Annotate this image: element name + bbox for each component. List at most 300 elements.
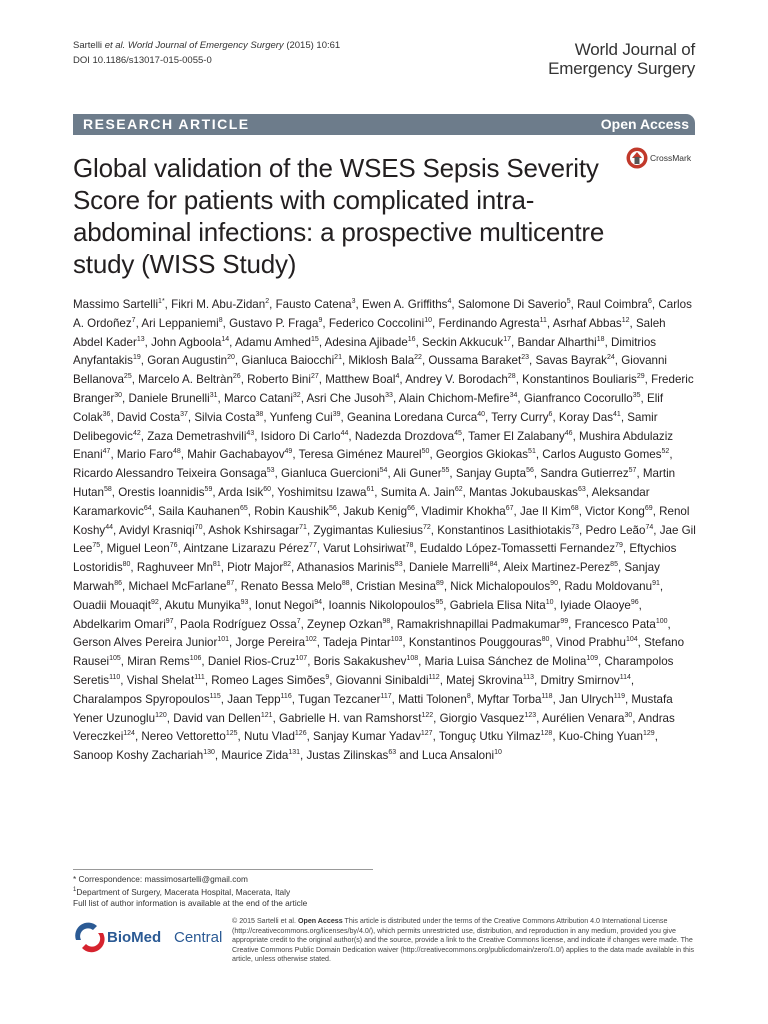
author-name: Alain Chichom-Mefire$^{34}$ [398,391,518,405]
author-name: Asrhaf Abbas$^{12}$ [552,316,630,330]
author-affiliation: 14 [221,335,230,343]
author-affiliation: 106 [189,655,202,663]
author-name: Vladimir Khokha$^{67}$ [421,504,514,518]
author-name: Eudaldo López-Tomassetti Fernandez$^{79}$ [419,542,623,556]
author-affiliation: 10 [424,316,432,324]
author-affiliation: 35 [632,392,641,400]
author-name: Salomone Di Saverio$^5$ [457,298,571,311]
author-affiliation: 105 [109,655,121,663]
license-open-access: Open Access [297,917,343,925]
author-affiliation: 44 [340,429,349,437]
biomed-central-logo [73,920,223,954]
author-affiliation: 73 [571,523,580,531]
author-affiliation: 97 [165,617,174,625]
author-name: Carlos Augusto Gomes$^{52}$ [542,448,670,462]
author-affiliation: 49 [284,448,293,456]
author-affiliation: 24 [606,354,615,362]
author-affiliation: 82 [283,561,292,569]
author-affiliation: 26 [232,373,241,381]
author-name: Geanina Loredana Curca$^{40}$ [346,410,485,424]
author-name: Nadezda Drozdova$^{45}$ [354,429,462,443]
author-name: Renato Bessa Melo$^{88}$ [240,579,350,593]
author-name: Zaza Demetrashvili$^{43}$ [147,429,255,443]
author-affiliation: 122 [421,711,434,719]
author-affiliation: 25 [123,373,132,381]
author-name: Matej Skrovina$^{113}$ [446,673,535,687]
author-affiliation: 45 [454,429,462,437]
author-name: Jakub Kenig$^{66}$ [343,504,415,518]
author-affiliation: 32 [292,392,301,400]
citation-journal: et al. World Journal of Emergency Surgery [104,40,284,51]
author-affiliation: 102 [305,636,317,644]
author-name: Piotr Major$^{82}$ [227,561,292,575]
author-name: Ashok Kshirsagar$^{71}$ [208,523,307,537]
author-name: Nereo Vettoretto$^{125}$ [141,730,238,744]
author-name: Boris Sakakushev$^{108}$ [313,655,419,669]
author-name: David van Dellen$^{121}$ [173,711,273,725]
author-name: Goran Augustin$^{20}$ [147,354,235,368]
author-name: Ioannis Nikolopoulos$^{95}$ [328,598,444,612]
author-name: Mahir Gachabayov$^{49}$ [187,448,293,462]
author-affiliation: 55 [441,467,450,475]
author-affiliation: 66 [407,504,415,512]
author-name: Marcelo A. Beltràn$^{26}$ [138,373,241,387]
author-name: Tadeja Pintar$^{103}$ [323,636,403,650]
author-affiliation: 87 [226,580,235,588]
author-name: Marco Catani$^{32}$ [223,391,301,405]
article-banner [73,114,695,135]
author-name: Dimitrios Anyfantakis$^{19}$ [73,335,657,368]
author-affiliation: 34 [509,392,518,400]
author-name: Vinod Prabhu$^{104}$ [555,636,638,650]
author-name: Ricardo Alessandro Teixeira Gonsaga$^{53}$ [73,467,275,481]
author-name: Sanjay Kumar Yadav$^{127}$ [313,730,433,744]
author-affiliation: 21 [334,354,342,362]
author-affiliation: 72 [422,523,431,531]
author-name: Saila Kauhanen$^{65}$ [158,504,248,518]
author-name: Raul Coimbra$^6$ [577,298,652,311]
license-text: This article is distributed under the terms of the Creative Commons Attribution 4.0 International License (http://creativecommons.org/licenses/by/4.0/), which permits unrestricted use, distribution, and reproduction in any medium, provided you give appropriate credit to the original author(s) and the source, provide a link to the Creative Commons license, and indicate if changes were made. The Creative Commons Public Domain Dedication waiver (http://creativecommons.org/publicdomain/zero/1.0/) applies to the data made available in this article, unless otherwise stated. [232,917,695,964]
author-affiliation: 7 [296,617,301,625]
more-info: Full list of author information is available at the end of the article [73,897,308,908]
author-name: Teresa Giménez Maurel$^{50}$ [298,448,430,462]
author-name: Iyiade Olaoye$^{96}$ [559,598,639,612]
author-affiliation: 83 [394,561,403,569]
author-name: Oussama Baraket$^{23}$ [428,354,529,368]
author-affiliation: 76 [169,542,178,550]
author-name: Mantas Jokubauskas$^{63}$ [469,485,586,499]
author-name: Akutu Munyika$^{93}$ [164,598,249,612]
author-name: Gianfranco Cocorullo$^{35}$ [523,391,641,405]
doi: DOI 10.1186/s13017-015-0055-0 [73,55,212,66]
author-affiliation: 113 [522,674,535,682]
author-name: Matti Tolonen$^8$ [398,692,471,706]
author-affiliation: 111 [194,674,205,682]
author-name: Renol Koshy$^{44}$ [73,504,690,537]
author-affiliation: 99 [560,617,569,625]
author-affiliation: 36 [102,410,111,418]
author-name: Giovanni Sinibaldi$^{112}$ [335,673,440,687]
author-affiliation: 104 [625,636,638,644]
author-name: Jae Gil Lee$^{75}$ [73,523,696,556]
author-name: Jan Ulrych$^{119}$ [559,692,625,706]
author-name: Myftar Torba$^{118}$ [477,692,553,706]
author-affiliation: 46 [564,429,573,437]
author-name: Federico Coccolini$^{10}$ [328,316,432,330]
author-name: Ionut Negoi$^{94}$ [254,598,322,612]
author-affiliation: 5 [566,298,571,306]
author-affiliation: 41 [613,410,621,418]
author-name: Ferdinando Agresta$^{11}$ [438,316,547,330]
article-type: RESEARCH ARTICLE [83,116,250,132]
author-name: Gianluca Baiocchi$^{21}$ [241,354,342,368]
author-affiliation: 86 [114,580,123,588]
author-name: Gerson Alves Pereira Junior$^{101}$ [73,636,230,650]
logo-bio: BioMed [107,929,162,946]
author-name: Fikri M. Abu-Zidan$^2$ [171,298,270,311]
author-affiliation: 44 [105,523,114,531]
affiliation: Department of Surgery, Macerata Hospital, Macerata, Italy [76,886,291,897]
author-name: Silvia Costa$^{38}$ [194,410,264,424]
author-list: Massimo Sartelli$^{1*}$, Fikri M. Abu-Zidan$^2$, Fausto Catena$^3$, Ewen A. Griffiths$^4$, Salomone Di Saverio$^5$, Raul Coimbra$^6$, Carlos A. Ordoñez$^7$, Ari Leppaniemi$^8$, Gustavo P. Fraga$^9$, Federico Coccolini$^{10}$, Ferdinando Agresta$^{11}$, Asrhaf Abbas$^{12}$, Saleh Abdel Kader$^{13}$, John Agboola$^{14}$, Adamu Amhed$^{15}$, Adesina Ajibade$^{16}$, Seckin Akkucuk$^{17}$, Bandar Alharthi$^{18}$, Dimitrios Anyfantakis$^{19}$, Goran Augustin$^{20}$, Gianluca Baiocchi$^{21}$, Miklosh Bala$^{22}$, Oussama Baraket$^{23}$, Savas Bayrak$^{24}$, Giovanni Bellanova$^{25}$, Marcelo A. Beltràn$^{26}$, Roberto Bini$^{27}$, Matthew Boal$^4$, Andrey V. Borodach$^{28}$, Konstantinos Bouliaris$^{29}$, Frederic Branger$^{30}$, Daniele Brunelli$^{31}$, Marco Catani$^{32}$, Asri Che Jusoh$^{33}$, Alain Chichom-Mefire$^{34}$, Gianfranco Cocorullo$^{35}$, Elif Colak$^{36}$, David Costa$^{37}$, Silvia Costa$^{38}$, Yunfeng Cui$^{39}$, Geanina Loredana Curca$^{40}$, Terry Curry$^6$, Koray Das$^{41}$, Samir Delibegovic$^{42}$, Zaza Demetrashvili$^{43}$, Isidoro Di Carlo$^{44}$, Nadezda Drozdova$^{45}$, Tamer El Zalabany$^{46}$, Mushira Abdulaziz Enani$^{47}$, Mario Faro$^{48}$, Mahir Gachabayov$^{49}$, Teresa Giménez Maurel$^{50}$, Georgios Gkiokas$^{51}$, Carlos Augusto Gomes$^{52}$, Ricardo Alessandro Teixeira Gonsaga$^{53}$, Gianluca Guercioni$^{54}$, Ali Guner$^{55}$, Sanjay Gupta$^{56}$, Sandra Gutierrez$^{57}$, Martin Hutan$^{58}$, Orestis Ioannidis$^{59}$, Arda Isik$^{60}$, Yoshimitsu Izawa$^{61}$, Sumita A. Jain$^{62}$, Mantas Jokubauskas$^{63}$, Aleksandar Karamarkovic$^{64}$, Saila Kauhanen$^{65}$, Robin Kaushik$^{56}$, Jakub Kenig$^{66}$, Vladimir Khokha$^{67}$, Jae Il Kim$^{68}$, Victor Kong$^{69}$, Renol Koshy$^{44}$, Avidyl Krasniqi$^{70}$, Ashok Kshirsagar$^{71}$, Zygimantas Kuliesius$^{72}$, Konstantinos Lasithiotakis$^{73}$, Pedro Leão$^{74}$, Jae Gil Lee$^{75}$, Miguel Leon$^{76}$, Aintzane Lizarazu Pérez$^{77}$, Varut Lohsiriwat$^{78}$, Eudaldo López-Tomassetti Fernandez$^{79}$, Eftychios Lostoridis$^{80}$, Raghuveer Mn$^{81}$, Piotr Major$^{82}$, Athanasios Marinis$^{83}$, Daniele Marrelli$^{84}$, Aleix Martinez-Perez$^{85}$, Sanjay Marwah$^{86}$, Michael McFarlane$^{87}$, Renato Bessa Melo$^{88}$, Cristian Mesina$^{89}$, Nick Michalopoulos$^{90}$, Radu Moldovanu$^{91}$, Ouadii Mouaqit$^{92}$, Akutu Munyika$^{93}$, Ionut Negoi$^{94}$, Ioannis Nikolopoulos$^{95}$, Gabriela Elisa Nita$^{10}$, Iyiade Olaoye$^{96}$, Abdelkarim Omari$^{97}$, Paola Rodríguez Ossa$^7$, Zeynep Ozkan$^{98}$, Ramakrishnapillai Padmakumar$^{99}$, Francesco Pata$^{100}$, Gerson Alves Pereira Junior$^{101}$, Jorge Pereira$^{102}$, Tadeja Pintar$^{103}$, Konstantinos Pouggouras$^{80}$, Vinod Prabhu$^{104}$, Stefano Rausei$^{105}$, Miran Rems$^{106}$, Daniel Rios-Cruz$^{107}$, Boris Sakakushev$^{108}$, Maria Luisa Sánchez de Molina$^{109}$, Charampolos Seretis$^{110}$, Vishal Shelat$^{111}$, Romeo Lages Simões$^9$, Giovanni Sinibaldi$^{112}$, Matej Skrovina$^{113}$, Dmitry Smirnov$^{114}$, Charalampos Spyropoulos$^{115}$, Jaan Tepp$^{116}$, Tugan Tezcaner$^{117}$, Matti Tolonen$^8$, Myftar Torba$^{118}$, Jan Ulrych$^{119}$, Mustafa Yener Uzunoglu$^{120}$, David van Dellen$^{121}$, Gabrielle H. van Ramshorst$^{122}$, Giorgio Vasquez$^{123}$, Aurélien Venara$^{30}$, Andras Vereczkei$^{124}$, Nereo Vettoretto$^{125}$, Nutu Vlad$^{126}$, Sanjay Kumar Yadav$^{127}$, Tonguç Utku Yilmaz$^{128}$, Kuo-Ching Yuan$^{129}$, Sanoop Koshy Zachariah$^{130}$, Maurice Zida$^{131}$, Justas Zilinskas$^{63}$ and Luca Ansaloni$^{10}$ [73,298,696,763]
author-affiliation: 126 [294,730,307,738]
author-affiliation: 120 [155,711,167,719]
author-affiliation: 65 [240,504,248,512]
author-name: Avidyl Krasniqi$^{70}$ [118,523,203,537]
author-affiliation: 52 [661,448,670,456]
author-name: Terry Curry$^6$ [491,410,553,424]
author-affiliation: 130 [203,749,215,757]
author-affiliation: 93 [240,598,249,606]
author-name: Konstantinos Bouliaris$^{29}$ [522,373,645,387]
author-affiliation: 96 [630,598,639,606]
author-affiliation: 63 [388,749,397,757]
author-affiliation: 88 [341,580,350,588]
author-affiliation: 77 [309,542,317,550]
author-affiliation: 39 [332,410,341,418]
author-name: Andrey V. Borodach$^{28}$ [405,373,516,387]
author-name: Abdelkarim Omari$^{97}$ [73,617,174,631]
author-affiliation: 8 [218,316,223,324]
author-name: Bandar Alharthi$^{18}$ [517,335,605,349]
author-affiliation: 79 [615,542,623,550]
author-affiliation: 64 [143,504,152,512]
author-affiliation: 67 [505,504,514,512]
author-affiliation: 18 [596,335,605,343]
author-affiliation: 17 [503,335,512,343]
author-affiliation: 124 [123,730,135,738]
author-affiliation: 68 [570,504,579,512]
author-name: Jorge Pereira$^{102}$ [235,636,317,650]
author-affiliation: 129 [643,730,655,738]
author-affiliation: 98 [382,617,391,625]
author-name: Daniele Marrelli$^{84}$ [409,561,498,575]
footnote-divider [73,869,373,870]
author-name: Mushira Abdulaziz Enani$^{47}$ [73,429,674,462]
author-name: Konstantinos Lasithiotakis$^{73}$ [437,523,580,537]
author-name: Varut Lohsiriwat$^{78}$ [323,542,414,556]
author-name: Andras Vereczkei$^{124}$ [73,711,675,744]
author-affiliation: 15 [311,335,319,343]
author-affiliation: 114 [619,674,631,682]
author-name: Sanjay Marwah$^{86}$ [73,561,660,593]
author-affiliation: 4 [447,298,452,306]
author-affiliation: 20 [227,354,235,362]
author-name: Orestis Ioannidis$^{59}$ [118,485,213,499]
author-affiliation: 128 [540,730,553,738]
author-name: Aleix Martinez-Perez$^{85}$ [503,561,618,575]
author-affiliation: 56 [526,467,534,475]
article-title: Global validation of the WSES Sepsis Severity Score for patients with complicated intra-abdominal infections: a prospective multicentre study (WISS Study) [73,153,605,279]
author-affiliation: 100 [655,617,668,625]
author-affiliation: 28 [507,373,516,381]
author-name: Ali Guner$^{55}$ [393,467,450,481]
author-name: Sumita A. Jain$^{62}$ [380,485,463,499]
author-name: Koray Das$^{41}$ [558,410,621,424]
author-name: Luca Ansaloni$^{10}$ [421,749,502,763]
author-affiliation: 43 [246,429,255,437]
author-affiliation: 29 [636,373,645,381]
author-name: Asri Che Jusoh$^{33}$ [306,391,393,405]
author-affiliation: 7 [131,316,136,324]
author-affiliation: 69 [644,504,653,512]
author-name: Charalampos Spyropoulos$^{115}$ [73,692,221,706]
author-affiliation: 23 [521,354,529,362]
author-affiliation: 10 [545,598,554,606]
author-affiliation: 90 [550,580,558,588]
author-name: Massimo Sartelli$^{1*}$ [73,298,165,311]
author-name: Giorgio Vasquez$^{123}$ [439,711,537,725]
author-affiliation: 109 [586,655,599,663]
author-affiliation: 33 [385,392,393,400]
author-name: Robin Kaushik$^{56}$ [254,504,337,518]
author-name: Yoshimitsu Izawa$^{61}$ [277,485,375,499]
affiliation-number: 1 [73,887,77,893]
author-affiliation: 54 [379,467,388,475]
author-name: Tonguç Utku Yilmaz$^{128}$ [438,730,553,744]
author-affiliation: 62 [454,486,463,494]
author-affiliation: 107 [295,655,308,663]
author-affiliation: 110 [109,674,121,682]
author-affiliation: 59 [204,486,213,494]
author-affiliation: 121 [260,711,273,719]
author-name: Aurélien Venara$^{30}$ [541,711,633,725]
author-affiliation: 16 [407,335,416,343]
author-affiliation: 71 [299,523,307,531]
author-name: Sanjay Gupta$^{56}$ [455,467,534,481]
author-name: Tamer El Zalabany$^{46}$ [468,429,573,443]
author-name: Kuo-Ching Yuan$^{129}$ [558,730,655,744]
author-name: Saleh Abdel Kader$^{13}$ [73,316,666,349]
author-name: Athanasios Marinis$^{83}$ [296,561,403,575]
author-affiliation: 53 [266,467,275,475]
affiliation-line [73,885,307,898]
author-affiliation: 60 [263,486,272,494]
author-name: Maurice Zida$^{131}$ [221,749,301,763]
author-name: Sandra Gutierrez$^{57}$ [540,467,637,481]
author-name: Zeynep Ozkan$^{98}$ [307,617,391,631]
author-name: Ramakrishnapillai Padmakumar$^{99}$ [396,617,569,631]
author-name: Jae Il Kim$^{68}$ [520,504,579,518]
author-name: Stefano Rausei$^{105}$ [73,636,685,669]
author-name: Gabrielle H. van Ramshorst$^{122}$ [279,711,434,725]
author-name: Francesco Pata$^{100}$ [574,617,668,631]
author-affiliation: 127 [420,730,433,738]
author-affiliation: 75 [92,542,101,550]
footnotes [73,874,307,909]
citation-block [73,38,340,68]
journal-name-line2: Emergency Surgery [548,59,695,78]
author-affiliation: 50 [421,448,430,456]
author-affiliation: 12 [621,316,630,324]
author-affiliation: 85 [610,561,618,569]
author-name: Isidoro Di Carlo$^{44}$ [260,429,349,443]
author-name: Nutu Vlad$^{126}$ [243,730,307,744]
author-affiliation: 30 [114,392,123,400]
author-affiliation: 80 [122,561,131,569]
author-affiliation: 30 [624,711,633,719]
author-affiliation: 95 [435,598,444,606]
journal-name-line1: World Journal of [574,40,695,59]
author-affiliation: 51 [528,448,536,456]
author-name: Dmitry Smirnov$^{114}$ [540,673,631,687]
author-name: Ewen A. Griffiths$^4$ [361,298,452,311]
author-name: Elif Colak$^{36}$ [73,391,664,424]
author-name: Charampolos Seretis$^{110}$ [73,655,674,687]
author-affiliation: 6 [648,298,652,306]
author-affiliation: 115 [209,692,221,700]
crossmark-icon[interactable] [626,146,696,170]
author-name: Ouadii Mouaqit$^{92}$ [73,598,159,612]
author-affiliation: 74 [645,523,654,531]
author-affiliation: 112 [428,674,440,682]
biomed-central-icon [75,923,104,953]
author-name: Eftychios Lostoridis$^{80}$ [73,542,677,575]
author-affiliation: 131 [288,749,301,757]
author-name: Paola Rodríguez Ossa$^7$ [180,617,301,631]
author-affiliation: 3 [351,298,356,306]
author-affiliation: 11 [539,316,547,324]
author-name: Gianluca Guercioni$^{54}$ [281,467,388,481]
author-name: Romeo Lages Simões$^9$ [211,673,330,687]
author-affiliation: 78 [405,542,414,550]
author-name: Adesina Ajibade$^{16}$ [324,335,416,349]
author-affiliation: 94 [314,598,322,606]
author-name: Michael McFarlane$^{87}$ [128,579,235,593]
author-affiliation: 56 [329,504,337,512]
author-affiliation: 9 [325,674,330,682]
author-name: Matthew Boal$^4$ [325,373,400,387]
author-affiliation: 31 [209,392,218,400]
license-copyright: © 2015 Sartelli et al. [232,917,298,925]
author-name: Maria Luisa Sánchez de Molina$^{109}$ [424,655,599,669]
author-name: Seckin Akkucuk$^{17}$ [422,335,512,349]
author-affiliation: 19 [132,354,141,362]
author-name: Pedro Leão$^{74}$ [585,523,654,537]
author-name: Gustavo P. Fraga$^9$ [229,316,323,330]
author-affiliation: 47 [102,448,111,456]
citation-line [73,38,340,53]
author-name: Savas Bayrak$^{24}$ [535,354,615,368]
author-affiliation: 4 [395,373,400,381]
author-name: Fausto Catena$^3$ [275,298,356,311]
author-name: Roberto Bini$^{27}$ [247,373,319,387]
author-affiliation: 84 [489,561,498,569]
author-affiliation: 38 [255,410,264,418]
citation-volume: (2015) 10:61 [283,40,341,51]
open-access-label: Open Access [600,116,689,132]
author-affiliation: 37 [180,410,188,418]
author-affiliation: 63 [577,486,586,494]
author-affiliation: 9 [318,316,323,324]
citation-author: Sartelli [73,40,105,51]
author-affiliation: 108 [406,655,419,663]
author-name: Tugan Tezcaner$^{117}$ [297,692,392,706]
author-affiliation: 42 [132,429,141,437]
author-name: Giovanni Bellanova$^{25}$ [73,354,667,387]
author-affiliation: 103 [390,636,403,644]
author-name: Samir Delibegovic$^{42}$ [73,410,658,443]
author-affiliation: 22 [414,354,422,362]
author-name: Mustafa Yener Uzunoglu$^{120}$ [73,692,673,725]
author-affiliation: 101 [217,636,230,644]
author-name: Radu Moldovanu$^{91}$ [564,579,660,593]
author-affiliation: 92 [150,598,159,606]
author-name: Nick Michalopoulos$^{90}$ [450,579,558,593]
author-name: Martin Hutan$^{58}$ [73,467,676,499]
author-affiliation: 57 [628,467,637,475]
author-name: Georgios Gkiokas$^{51}$ [435,448,536,462]
author-affiliation: 80 [541,636,550,644]
author-affiliation: 70 [194,523,203,531]
author-affiliation: 2 [265,298,270,306]
author-affiliation: 40 [477,410,485,418]
author-name: Miguel Leon$^{76}$ [106,542,178,556]
author-affiliation: 91 [652,580,660,588]
author-name: Cristian Mesina$^{89}$ [356,579,444,593]
author-name: Miran Rems$^{106}$ [127,655,202,669]
author-affiliation: 117 [380,692,392,700]
author-name: Justas Zilinskas$^{63}$ [306,749,397,763]
author-name: Frederic Branger$^{30}$ [73,373,694,405]
author-affiliation: 118 [541,692,553,700]
author-affiliation: 1* [158,298,165,306]
author-affiliation: 116 [280,692,292,700]
author-name: John Agboola$^{14}$ [151,335,230,349]
author-name: Jaan Tepp$^{116}$ [227,692,292,706]
logo-central: Central [174,929,223,946]
author-name: Mario Faro$^{48}$ [116,448,181,462]
author-name: Carlos A. Ordoñez$^7$ [73,298,692,330]
author-name: Daniele Brunelli$^{31}$ [128,391,218,405]
author-name: Sanoop Koshy Zachariah$^{130}$ [73,749,215,763]
author-affiliation: 89 [436,580,444,588]
author-name: Raghuveer Mn$^{81}$ [136,561,221,575]
author-affiliation: 119 [613,692,625,700]
author-name: Daniel Rios-Cruz$^{107}$ [207,655,308,669]
author-name: Aleksandar Karamarkovic$^{64}$ [73,485,650,518]
author-affiliation: 81 [212,561,221,569]
author-affiliation: 48 [172,448,181,456]
author-affiliation: 6 [548,410,553,418]
journal-name [548,40,695,78]
author-name: Konstantinos Pouggouras$^{80}$ [408,636,550,650]
author-name: Gabriela Elisa Nita$^{10}$ [449,598,554,612]
author-affiliation: 27 [310,373,319,381]
author-name: Ari Leppaniemi$^8$ [141,316,223,330]
author-name: Yunfeng Cui$^{39}$ [269,410,341,424]
license-statement [232,917,702,965]
